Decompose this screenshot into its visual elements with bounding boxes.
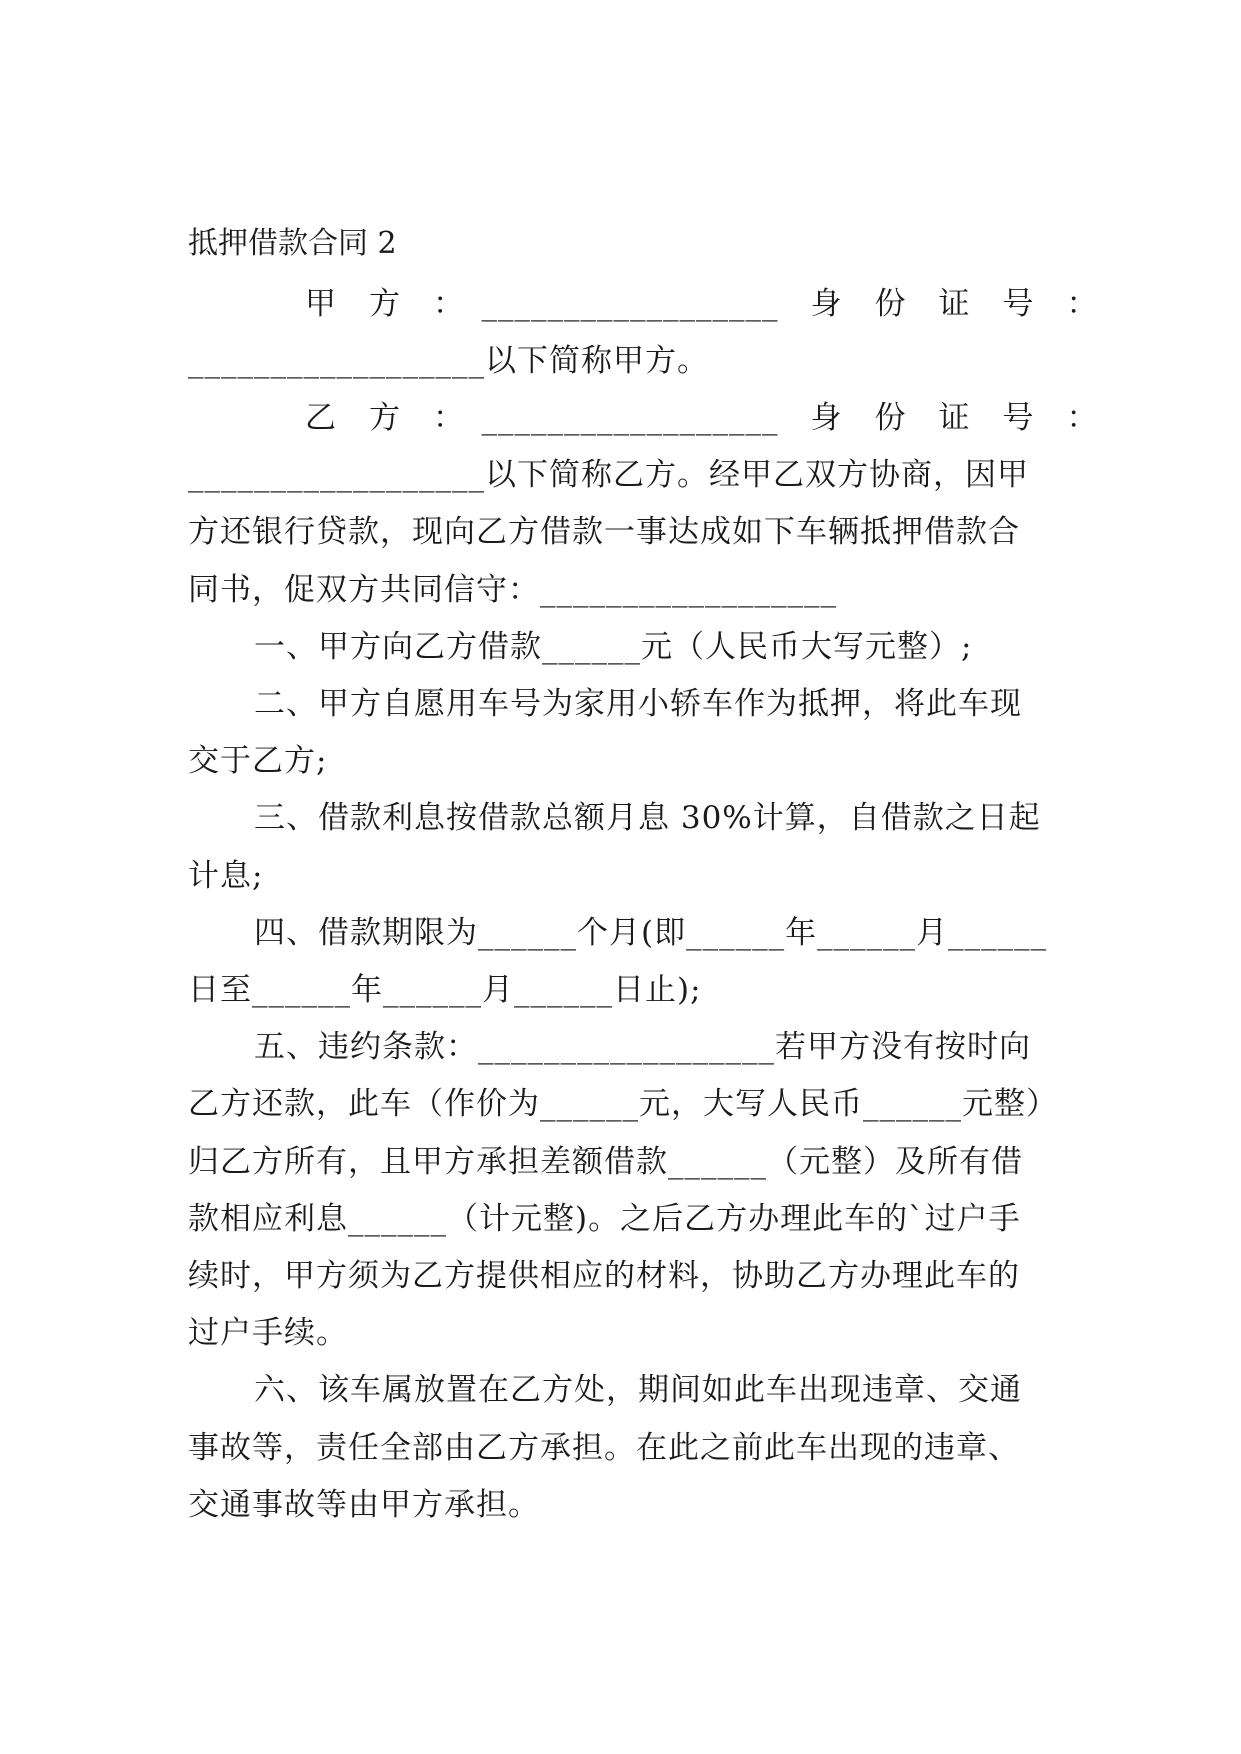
party-a-id-line: __________________以下简称甲方。 [188,343,709,379]
party-b-line: 乙 方 ： __________________ 身 份 证 号 ： [305,400,1099,436]
clause-6-cont: 交通事故等由甲方承担。 [188,1487,540,1523]
clause-3-cont: 计息; [188,858,264,894]
clause-4-cont: 日至______年______月______日止); [188,972,702,1008]
clause-3: 三、借款利息按借款总额月息 30%计算，自借款之日起 [254,800,1041,836]
clause-4: 四、借款期限为______个月(即______年______月______ [254,915,1048,951]
clause-5: 五、违约条款：__________________若甲方没有按时向 [254,1029,1031,1065]
clause-2: 二、甲方自愿用车号为家用小轿车作为抵押，将此车现 [254,686,1022,722]
paragraph-line: 方还银行贷款，现向乙方借款一事达成如下车辆抵押借款合 [188,514,1020,550]
clause-2-cont: 交于乙方; [188,743,328,779]
clause-5-cont: 归乙方所有，且甲方承担差额借款______（元整）及所有借 [188,1144,1023,1180]
clause-5-cont: 乙方还款，此车（作价为______元，大写人民币______元整） [188,1086,1058,1122]
clause-5-cont: 续时，甲方须为乙方提供相应的材料，协助乙方办理此车的 [188,1258,1020,1294]
party-b-id-line: __________________以下简称乙方。经甲乙双方协商，因甲 [188,457,1029,493]
clause-5-cont: 款相应利息______（计元整)。之后乙方办理此车的`过户手 [188,1201,1021,1237]
clause-5-cont: 过户手续。 [188,1315,348,1351]
document-title: 抵押借款合同 2 [188,226,397,261]
clause-6: 六、该车属放置在乙方处，期间如此车出现违章、交通 [254,1372,1022,1408]
clause-1: 一、甲方向乙方借款______元（人民币大写元整）; [254,629,973,665]
party-a-line: 甲 方 ： __________________ 身 份 证 号 ： [305,286,1099,322]
paragraph-line: 同书，促双方共同信守：__________________ [188,572,837,608]
clause-6-cont: 事故等，责任全部由乙方承担。在此之前此车出现的违章、 [188,1430,1020,1466]
